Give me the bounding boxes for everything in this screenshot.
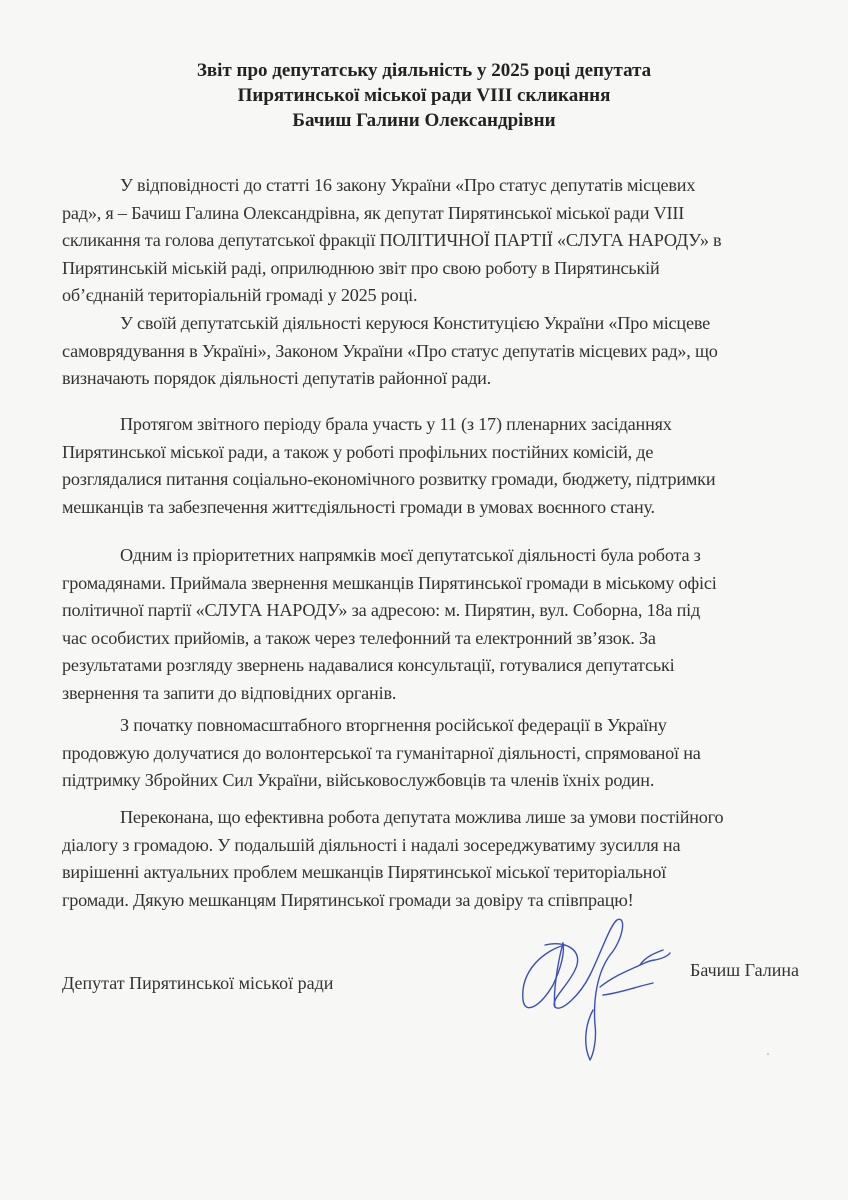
text-line: рад», я – Бачиш Галина Олександрівна, як депутат Пирятинської міської ради VIII — [62, 202, 685, 223]
paragraph-conclusion — [62, 804, 762, 914]
text-line: Протягом звітного періоду брала участь у 11 (з 17) пленарних засіданнях — [120, 414, 672, 434]
signature-stroke — [603, 983, 653, 995]
text-line: громади. Дякую мешканцям Пирятинської громади за довіру та співпрацю! — [62, 889, 634, 910]
text-line: діалогу з громадою. У подальшій діяльності і надалі зосереджуватиму зусилля на — [62, 834, 681, 855]
text-line: Пирятинській міській раді, оприлюднюю звіт про свою роботу в Пирятинській — [62, 257, 660, 278]
paragraph-volunteering — [62, 712, 762, 795]
text-line: об’єднаній територіальній громаді у 2025 році. — [62, 285, 418, 305]
text-line: Пирятинської міської ради, а також у роботі профільних постійних комісій, де — [62, 441, 654, 462]
text-line: Переконана, що ефективна робота депутата можлива лише за умови постійного — [120, 807, 724, 827]
paragraph-citizens — [62, 542, 762, 707]
text-line: скликання та голова депутатської фракції ПОЛІТИЧНОЇ ПАРТІЇ «СЛУГА НАРОДУ» в — [62, 230, 722, 250]
text-line: визначають порядок діяльності депутатів районної ради. — [62, 368, 492, 388]
signatory-name: Бачиш Галина — [690, 960, 799, 980]
signature-stroke — [545, 944, 590, 1008]
title-line-3: Бачиш Галини Олександрівни — [292, 110, 556, 131]
signature-stroke — [554, 943, 563, 1007]
text-line: час особистих прийомів, а також через телефонний та електронний зв’язок. За — [62, 627, 656, 648]
signature-icon — [505, 915, 680, 1065]
signature-stroke — [600, 953, 670, 987]
text-line: Одним із пріоритетних напрямків моєї депутатської діяльності була робота з — [120, 545, 701, 565]
title-line-1: Звіт про депутатську діяльність у 2025 році депутата — [196, 60, 652, 81]
paragraph-intro — [62, 172, 762, 310]
text-line: мешканців та забезпечення життєдіяльності громади в умовах воєнного стану. — [62, 496, 655, 517]
text-line: результатами розгляду звернень надавалися консультації, готувалися депутатські — [62, 655, 675, 675]
text-line: продовжую долучатися до волонтерської та гуманітарної діяльності, спрямованої на — [62, 742, 701, 763]
text-line: З початку повномасштабного вторгнення російської федерації в Україну — [120, 715, 667, 735]
text-line: самоврядування в Україні», Законом України «Про статус депутатів місцевих рад», що — [62, 340, 718, 361]
text-line: громадянами. Приймала звернення мешканців Пирятинської громади в міському офісі — [62, 572, 717, 593]
signature-stroke — [586, 919, 623, 1060]
paragraph-legal-basis — [62, 310, 762, 393]
signature-stroke — [523, 943, 565, 1008]
document-title — [0, 58, 848, 133]
signatory-position: Депутат Пирятинської міської ради — [62, 973, 334, 993]
text-line: звернення та запити до відповідних органів. — [62, 682, 397, 703]
text-line: У відповідності до статті 16 закону України «Про статус депутатів місцевих — [120, 175, 696, 195]
paragraph-sessions — [62, 411, 762, 521]
scan-speck — [767, 1053, 769, 1055]
text-line: вирішенні актуальних проблем мешканців Пирятинської міської територіальної — [62, 862, 667, 882]
title-line-2: Пирятинської міської ради VIII скликання — [237, 85, 611, 106]
text-line: розглядалися питання соціально-економічного розвитку громади, бюджету, підтримки — [62, 469, 716, 489]
text-line: У своїй депутатській діяльності керуюся Конституцією України «Про місцеве — [120, 313, 710, 333]
text-line: підтримку Збройних Сил України, військовослужбовців та членів їхніх родин. — [62, 770, 655, 790]
text-line: політичної партії «СЛУГА НАРОДУ» за адресою: м. Пирятин, вул. Соборна, 18а під — [62, 600, 701, 620]
